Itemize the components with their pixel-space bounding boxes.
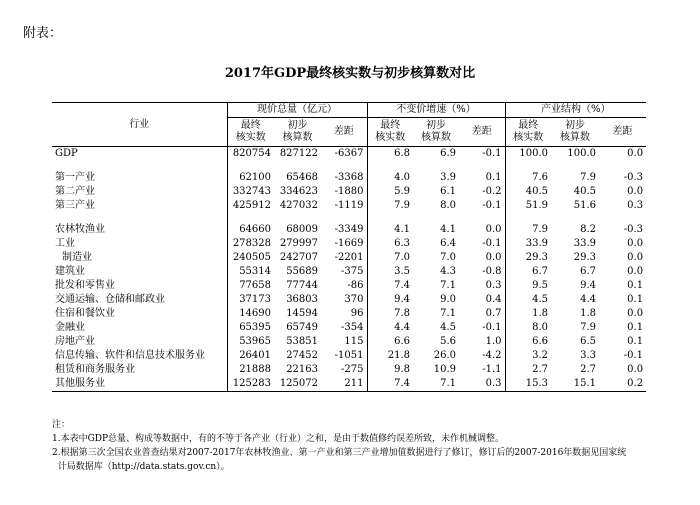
row-industry-name: 第二产业 [55, 186, 95, 197]
row-value-cell: 4.1 [367, 223, 413, 237]
row-value-cell: 0.1 [627, 322, 644, 333]
row-value-cell: 53965 [227, 335, 274, 349]
header-group-current-price: 现价总量（亿元） [227, 103, 367, 118]
row-value-cell: -2201 [334, 252, 364, 263]
spacer-cell [505, 213, 551, 223]
spacer-cell [599, 213, 646, 223]
row-value-cell: 4.1 [440, 224, 456, 235]
row-value-cell: 8.2 [580, 224, 597, 235]
table-row [52, 349, 646, 363]
row-value-cell: 820754 [227, 147, 274, 162]
row-value-cell: 115 [344, 336, 364, 347]
row-value-cell: 242707 [279, 252, 318, 263]
row-value-cell: 36803 [286, 294, 318, 305]
row-value-cell: -0.3 [623, 224, 644, 235]
subheader-cell: 初步 核算数 [551, 118, 599, 147]
row-value-cell: 51.9 [505, 199, 551, 213]
spacer-cell [551, 213, 599, 223]
row-value-cell: 29.3 [505, 251, 551, 265]
row-value-cell: 96 [350, 308, 364, 319]
row-value-cell: 7.4 [367, 279, 413, 293]
row-industry-name: GDP [55, 148, 78, 159]
table-row [52, 321, 646, 335]
row-value-cell: 0.4 [485, 294, 502, 305]
row-value-cell: 0.0 [485, 252, 502, 263]
row-value-cell: -0.1 [482, 148, 502, 159]
appendix-label: 附表： [23, 26, 63, 41]
row-value-cell: 0.0 [627, 148, 644, 159]
spacer-cell [599, 161, 646, 171]
row-value-cell: 7.9 [367, 199, 413, 213]
subheader-cell: 初步 核算数 [413, 118, 459, 147]
table-row [52, 223, 646, 237]
row-value-cell: 4.3 [440, 266, 456, 277]
row-value-cell: 7.8 [367, 307, 413, 321]
row-value-cell: 6.7 [580, 266, 597, 277]
row-value-cell: 0.0 [627, 252, 644, 263]
row-value-cell: 125072 [274, 377, 321, 392]
spacer-cell [321, 213, 367, 223]
row-value-cell: 0.0 [627, 238, 644, 249]
row-value-cell: 1.0 [485, 336, 502, 347]
row-value-cell: 5.6 [440, 336, 456, 347]
row-value-cell: -1119 [334, 200, 364, 211]
spacer-cell [227, 213, 274, 223]
table-title: 2017年GDP最终核实数与初步核算数对比 [224, 66, 476, 81]
row-value-cell: 7.1 [413, 377, 459, 392]
table-row [52, 251, 646, 265]
row-value-cell: -3368 [334, 172, 364, 183]
row-value-cell: 14690 [227, 307, 274, 321]
row-value-cell: 33.9 [505, 237, 551, 251]
row-value-cell: 26.0 [433, 350, 456, 361]
row-value-cell: 0.2 [599, 377, 646, 392]
table-row [52, 363, 646, 377]
row-industry-name: 其他服务业 [52, 377, 227, 392]
row-value-cell: 9.8 [367, 363, 413, 377]
row-value-cell: 1.8 [505, 307, 551, 321]
row-value-cell: 0.1 [485, 172, 502, 183]
subheader-cell: 初步 核算数 [274, 118, 321, 147]
row-value-cell: 77658 [227, 279, 274, 293]
row-value-cell: 7.4 [367, 377, 413, 392]
row-value-cell: 6.3 [367, 237, 413, 251]
row-value-cell: 9.4 [367, 293, 413, 307]
table-row [52, 171, 646, 185]
row-value-cell: 7.1 [440, 308, 456, 319]
row-value-cell: 7.9 [505, 223, 551, 237]
row-value-cell: 14594 [286, 308, 318, 319]
row-industry-name: 建筑业 [55, 266, 85, 277]
row-industry-name: 住宿和餐饮业 [55, 308, 115, 319]
table-row [52, 307, 646, 321]
table-row [52, 237, 646, 251]
table-row [52, 199, 646, 213]
row-value-cell: 6.8 [367, 147, 413, 162]
row-value-cell: 15.1 [551, 377, 599, 392]
row-value-cell: 827122 [279, 148, 318, 159]
row-value-cell: 7.9 [580, 172, 597, 183]
spacer-cell [551, 161, 599, 171]
row-value-cell: 8.0 [440, 200, 456, 211]
row-value-cell: 2.7 [505, 363, 551, 377]
row-industry-name: 工业 [55, 238, 75, 249]
row-value-cell: -0.3 [623, 172, 644, 183]
table-row [52, 377, 646, 392]
row-value-cell: 4.4 [580, 294, 597, 305]
spacer-row [52, 161, 646, 171]
row-value-cell: 2.7 [580, 364, 597, 375]
row-value-cell: 9.4 [580, 280, 597, 291]
row-value-cell: -0.1 [482, 200, 502, 211]
row-value-cell: -4.2 [482, 350, 502, 361]
footnotes [52, 418, 652, 474]
row-value-cell: 0.3 [459, 377, 505, 392]
row-industry-name: 农林牧渔业 [55, 224, 105, 235]
row-value-cell: 29.3 [573, 252, 597, 263]
table-row [52, 265, 646, 279]
row-value-cell: 68009 [286, 224, 318, 235]
row-value-cell: 427032 [279, 200, 318, 211]
row-value-cell: 9.5 [505, 279, 551, 293]
spacer-cell [321, 161, 367, 171]
spacer-cell [459, 213, 505, 223]
row-value-cell: -354 [341, 322, 364, 333]
row-value-cell: 6.5 [580, 336, 597, 347]
subheader-cell: 最终 核实数 [505, 118, 551, 147]
spacer-cell [52, 161, 227, 171]
row-value-cell: 7.1 [440, 280, 456, 291]
spacer-cell [505, 161, 551, 171]
row-value-cell: 7.0 [440, 252, 456, 263]
subheader-cell: 差距 [321, 118, 367, 147]
row-value-cell: 0.3 [485, 280, 502, 291]
row-industry-name: 金融业 [55, 322, 85, 333]
row-value-cell: 1.8 [580, 308, 597, 319]
row-value-cell: -1051 [334, 350, 364, 361]
row-value-cell: 4.5 [440, 322, 456, 333]
row-value-cell: 0.1 [627, 280, 644, 291]
row-value-cell: 0.3 [627, 200, 644, 211]
row-value-cell: 211 [321, 377, 367, 392]
row-value-cell: 65749 [286, 322, 318, 333]
row-value-cell: 8.0 [505, 321, 551, 335]
row-value-cell: 4.4 [367, 321, 413, 335]
row-value-cell: 125283 [227, 377, 274, 392]
header-group-structure: 产业结构（%） [505, 103, 646, 118]
spacer-cell [274, 161, 321, 171]
subheader-cell: 差距 [459, 118, 505, 147]
row-value-cell: 55689 [286, 266, 318, 277]
row-value-cell: 6.9 [440, 148, 456, 159]
spacer-cell [459, 161, 505, 171]
row-value-cell: 26401 [227, 349, 274, 363]
row-value-cell: 7.6 [505, 171, 551, 185]
row-value-cell: 9.0 [440, 294, 456, 305]
row-industry-name: 租赁和商务服务业 [55, 364, 135, 375]
row-value-cell: 53851 [286, 336, 318, 347]
row-value-cell: 6.7 [505, 265, 551, 279]
note-2: 2.根据第三次全国农业普查结果对2007-2017年农林牧渔业、第一产业和第三产业增加值数据进行了修订，修订后的2007-2016年数据见国家统 [52, 448, 627, 458]
row-value-cell: 4.0 [367, 171, 413, 185]
row-value-cell: 37173 [227, 293, 274, 307]
row-value-cell: -0.1 [482, 322, 502, 333]
row-industry-name: 交通运输、仓储和邮政业 [55, 294, 165, 305]
row-industry-name: 信息传输、软件和信息技术服务业 [55, 350, 205, 361]
row-value-cell: 55314 [227, 265, 274, 279]
row-value-cell: -6367 [334, 148, 364, 159]
row-value-cell: 6.1 [440, 186, 456, 197]
row-value-cell: 6.4 [440, 238, 456, 249]
note-1: 1.本表中GDP总量、构成等数据中，有的不等于各产业（行业）之和，是由于数值修约误差所致，未作机械调整。 [52, 434, 505, 444]
row-value-cell: 6.6 [505, 335, 551, 349]
row-value-cell: -0.8 [482, 266, 502, 277]
row-industry-name: 第三产业 [55, 200, 95, 211]
row-value-cell: 21888 [227, 363, 274, 377]
row-value-cell: -1669 [334, 238, 364, 249]
row-value-cell: 3.2 [505, 349, 551, 363]
row-value-cell: -1880 [334, 186, 364, 197]
row-value-cell: 7.0 [367, 251, 413, 265]
row-value-cell: 27452 [286, 350, 318, 361]
row-value-cell: 65468 [286, 172, 318, 183]
table-row [52, 185, 646, 199]
row-value-cell: 64660 [227, 223, 274, 237]
row-value-cell: 0.1 [627, 336, 644, 347]
row-value-cell: 77744 [286, 280, 318, 291]
row-value-cell: -0.2 [482, 186, 502, 197]
note-2-continued: 计局数据库（http://data.stats.gov.cn）。 [52, 462, 230, 472]
row-industry-name: 制造业 [62, 252, 92, 263]
spacer-row [52, 213, 646, 223]
row-value-cell: 278328 [227, 237, 274, 251]
row-industry-name: 房地产业 [55, 336, 95, 347]
row-value-cell: 3.9 [440, 172, 456, 183]
row-value-cell: 62100 [227, 171, 274, 185]
subheader-cell: 最终 核实数 [367, 118, 413, 147]
row-value-cell: -0.1 [482, 238, 502, 249]
header-group-growth: 不变价增速（%） [367, 103, 505, 118]
row-value-cell: 370 [344, 294, 364, 305]
row-value-cell: -275 [341, 364, 364, 375]
table-row [52, 293, 646, 307]
spacer-cell [367, 161, 413, 171]
row-value-cell: -86 [347, 280, 364, 291]
row-value-cell: 332743 [227, 185, 274, 199]
spacer-cell [52, 213, 227, 223]
row-value-cell: 0.0 [627, 186, 644, 197]
row-value-cell: 334623 [279, 186, 318, 197]
spacer-cell [413, 213, 459, 223]
row-value-cell: 7.9 [580, 322, 597, 333]
row-value-cell: 100.0 [567, 148, 597, 159]
row-value-cell: 100.0 [505, 147, 551, 162]
row-value-cell: 21.8 [367, 349, 413, 363]
row-industry-name: 批发和零售业 [55, 280, 115, 291]
row-value-cell: 0.7 [485, 308, 502, 319]
spacer-cell [367, 213, 413, 223]
row-value-cell: 0.1 [627, 294, 644, 305]
row-value-cell: 5.9 [367, 185, 413, 199]
table-row [52, 279, 646, 293]
row-value-cell: 65395 [227, 321, 274, 335]
row-value-cell: 40.5 [573, 186, 597, 197]
row-value-cell: 425912 [227, 199, 274, 213]
row-value-cell: 279997 [279, 238, 318, 249]
row-value-cell: 3.5 [367, 265, 413, 279]
row-value-cell: 10.9 [433, 364, 456, 375]
spacer-cell [274, 213, 321, 223]
gdp-comparison-table [52, 102, 646, 392]
spacer-cell [227, 161, 274, 171]
note-heading: 注： [52, 420, 71, 430]
row-value-cell: 3.3 [580, 350, 597, 361]
row-value-cell: -375 [341, 266, 364, 277]
row-value-cell: 0.0 [627, 308, 644, 319]
spacer-cell [413, 161, 459, 171]
row-value-cell: 40.5 [505, 185, 551, 199]
header-industry: 行业 [52, 103, 227, 147]
row-value-cell: 33.9 [573, 238, 597, 249]
row-value-cell: -3349 [334, 224, 364, 235]
table-row [52, 147, 646, 162]
row-value-cell: 0.0 [627, 364, 644, 375]
row-value-cell: 0.0 [627, 266, 644, 277]
row-value-cell: -0.1 [623, 350, 644, 361]
table-row [52, 335, 646, 349]
row-value-cell: -1.1 [482, 364, 502, 375]
row-value-cell: 6.6 [367, 335, 413, 349]
row-industry-name: 第一产业 [55, 172, 95, 183]
subheader-cell: 差距 [599, 118, 646, 147]
row-value-cell: 22163 [286, 364, 318, 375]
subheader-cell: 最终 核实数 [227, 118, 274, 147]
row-value-cell: 0.0 [485, 224, 502, 235]
row-value-cell: 51.6 [573, 200, 597, 211]
row-value-cell: 4.5 [505, 293, 551, 307]
row-value-cell: 240505 [227, 251, 274, 265]
row-value-cell: 15.3 [505, 377, 551, 392]
